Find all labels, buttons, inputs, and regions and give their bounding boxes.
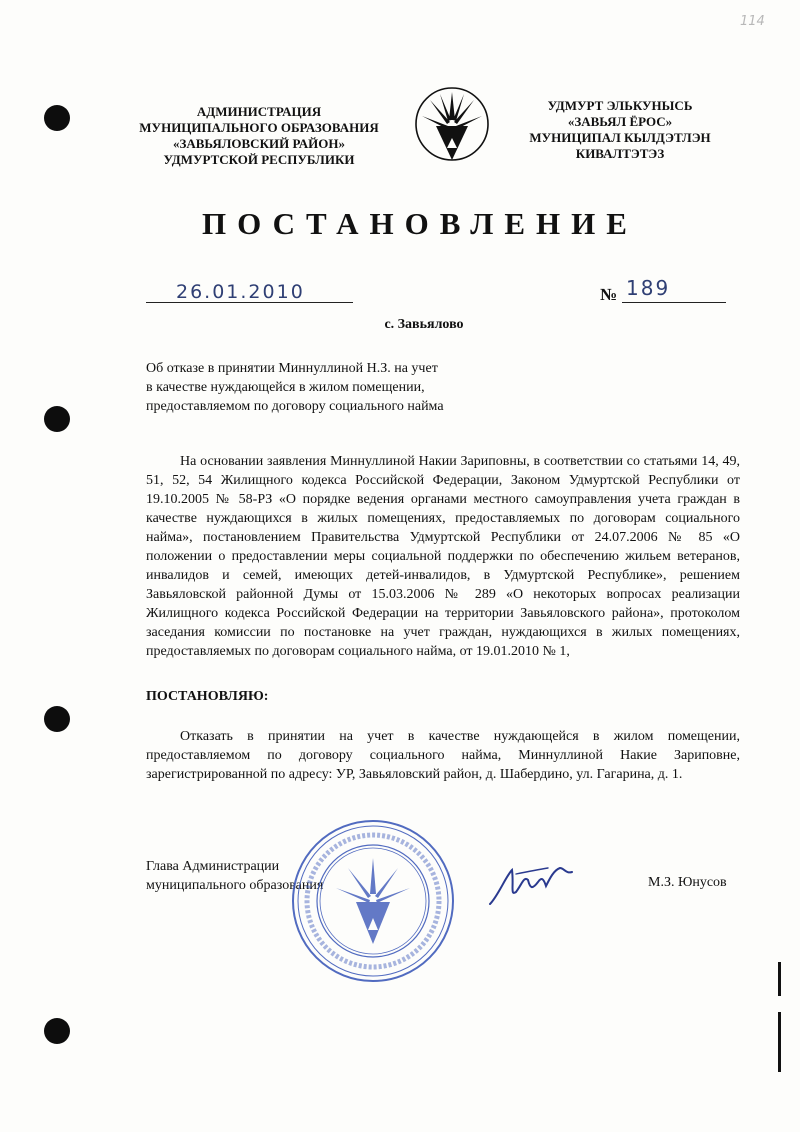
subject-line: предоставляемом по договору социального найма — [146, 399, 444, 414]
header-right-line: «ЗАВЬЯЛ ЁРОС» — [567, 114, 673, 129]
header-right-line: КИВАЛТЭТЭЗ — [575, 146, 665, 161]
subject-line: в качестве нуждающейся в жилом помещении, — [146, 380, 425, 395]
header-right-line: УДМУРТ ЭЛЬКУНЫСЬ — [547, 98, 693, 113]
scan-edge-mark — [778, 962, 781, 996]
punch-hole — [44, 406, 70, 432]
header-left-line: УДМУРТСКОЙ РЕСПУБЛИКИ — [163, 152, 355, 167]
number-sign: № — [600, 285, 618, 304]
position-line: Глава Администрации — [146, 859, 280, 874]
order-section — [146, 727, 740, 784]
punch-hole — [44, 105, 70, 131]
header-left-line: «ЗАВЬЯЛОВСКИЙ РАЙОН» — [173, 136, 345, 151]
document-number: 189 — [626, 276, 671, 300]
place-of-issue: с. Завьялово — [384, 317, 464, 332]
header-right-udmurt — [525, 98, 715, 162]
signatory-name: М.З. Юнусов — [648, 875, 727, 890]
document-date: 26.01.2010 — [176, 281, 305, 303]
date-underline — [146, 302, 353, 303]
subject-line: Об отказе в принятии Миннуллиной Н.З. на учет — [146, 361, 438, 376]
header-left-line: МУНИЦИПАЛЬНОГО ОБРАЗОВАНИЯ — [139, 120, 379, 135]
document-subject — [146, 359, 444, 416]
header-right-line: МУНИЦИПАЛ КЫЛДЭТЛЭН — [529, 130, 711, 145]
preamble — [146, 452, 740, 661]
header-left-russian — [130, 104, 388, 168]
position-line: муниципального образования — [146, 878, 324, 893]
archive-page-number: 114 — [740, 14, 765, 29]
order-paragraph: Отказать в принятии на учет в качестве нуждающейся в жилом помещении, предоставляемом по договору социального найма, Миннуллиной Накие Зариповне, зарегистрированной по адресу: УР, Завьяловский район, д. Шабердино, ул. Гагарина, д. 1. — [146, 729, 740, 782]
number-underline — [622, 302, 726, 303]
punch-hole — [44, 1018, 70, 1044]
district-emblem-icon — [414, 86, 490, 162]
official-seal-icon — [290, 818, 456, 984]
handwritten-signature-icon — [486, 856, 576, 910]
preamble-paragraph: На основании заявления Миннуллиной Накии Зариповны, в соответствии со статьями 14, 49, 51, 52, 54 Жилищного кодекса Российской Федерации, Законом Удмуртской Республики от 19.10.2005 № 58-РЗ «О порядке ведения органами местного самоуправления учета граждан в качестве нуждающихся в жилых помещениях, предоставляемых по договорам социального найма», постановлением Правительства Удмуртской Республики от 24.07.2006 № 85 «О положении о предоставлении меры социальной поддержки по обеспечению жильем ветеранов, инвалидов и семей, имеющих детей-инвалидов, в Удмуртской Республике», решением Завьяловской районной Думы от 15.03.2006 № 289 «О некоторых вопросах реализации Жилищного кодекса Российской Федерации на территории Завьяловского района», протоколом заседания комиссии по постановке на учет граждан, нуждающихся в жилых помещениях, предоставляемых по договорам социального найма, от 19.01.2010 № 1, — [146, 454, 740, 659]
document-title: ПОСТАНОВЛЕНИЕ — [202, 206, 638, 241]
punch-hole — [44, 706, 70, 732]
scan-edge-mark — [778, 1012, 781, 1072]
header-left-line: АДМИНИСТРАЦИЯ — [196, 104, 322, 119]
decree-word: ПОСТАНОВЛЯЮ: — [146, 689, 269, 704]
